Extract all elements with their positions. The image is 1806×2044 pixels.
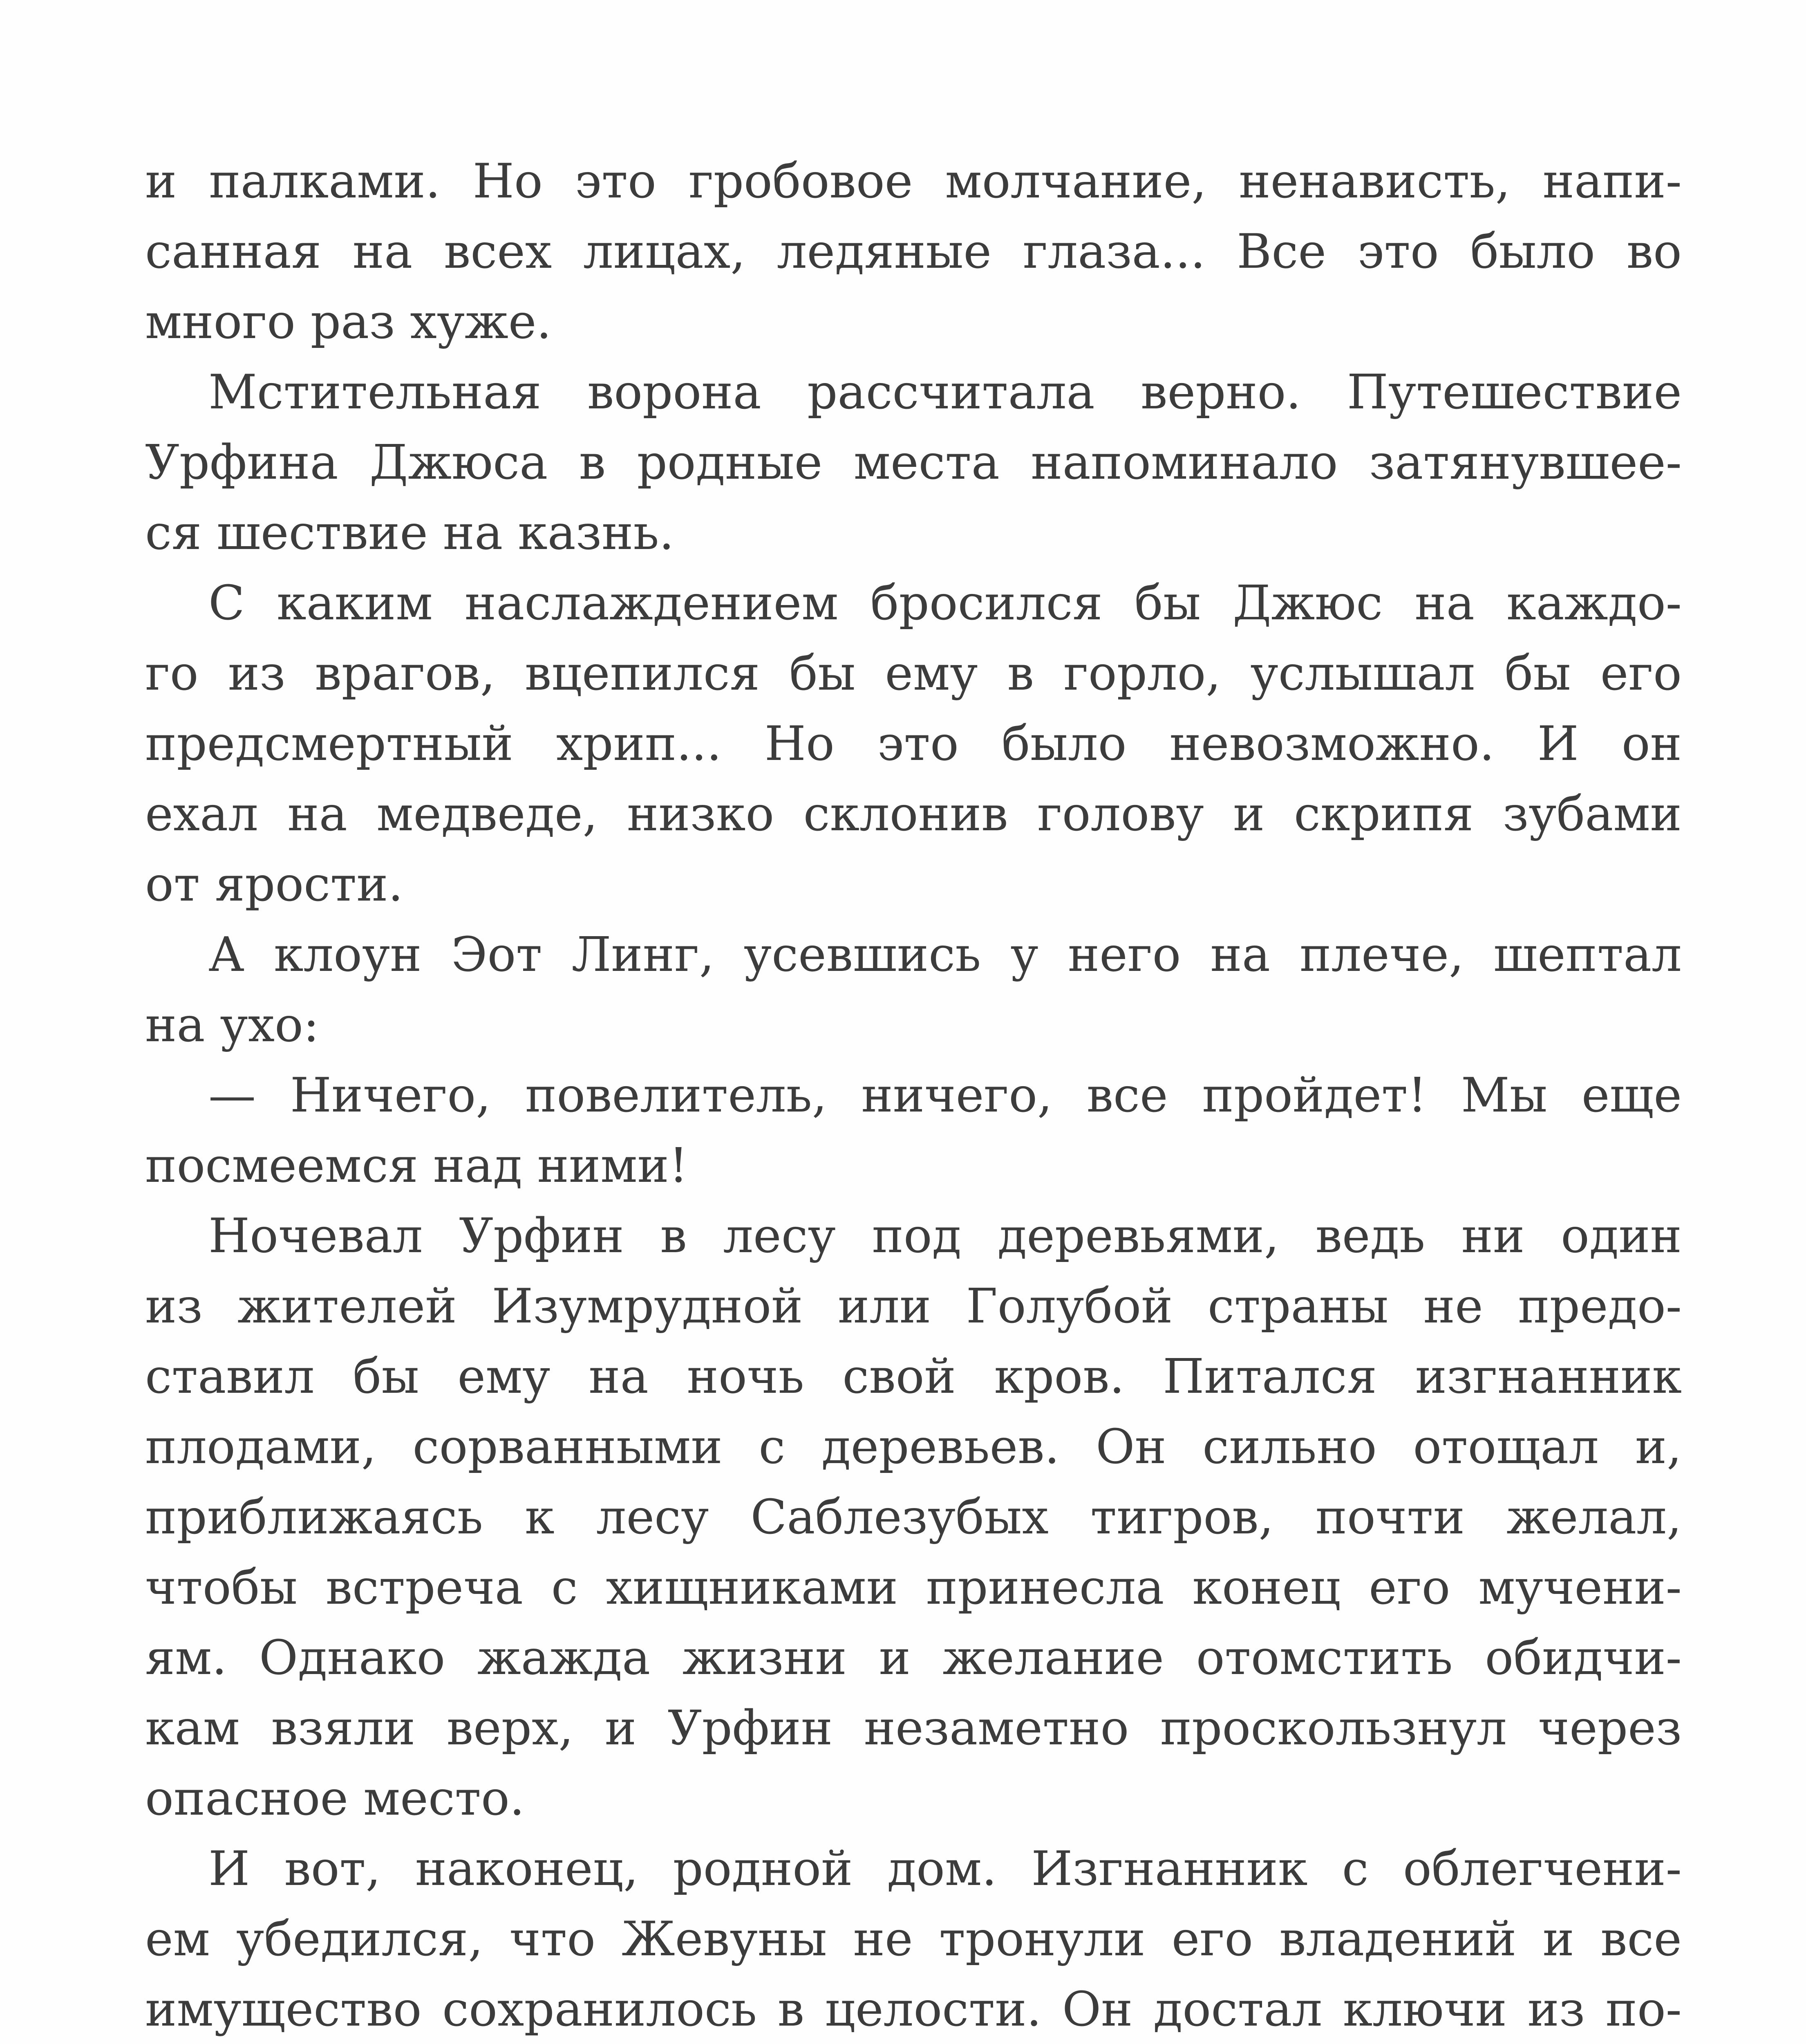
text-line: ставил бы ему на ночь свой кров. Питался изгнанник (145, 1349, 1682, 1404)
text-line: от ярости. (145, 857, 403, 912)
text-line: чтобы встреча с хищниками принесла конец его мучени- (145, 1560, 1682, 1615)
text-line: И вот, наконец, родной дом. Изгнанник с облегчени- (208, 1841, 1682, 1896)
page-text (145, 146, 1682, 2044)
text-line: приближаясь к лесу Саблезубых тигров, почти желал, (145, 1490, 1682, 1545)
text-line: ем убедился, что Жевуны не тронули его владений и все (145, 1912, 1682, 1967)
text-line: ся шествие на казнь. (145, 505, 674, 560)
text-line: много раз хуже. (145, 294, 552, 350)
text-line: ям. Однако жажда жизни и желание отомстить обидчи- (145, 1630, 1682, 1685)
text-line: — Ничего, повелитель, ничего, все пройдет! Мы еще (208, 1068, 1682, 1123)
text-line: кам взяли верх, и Урфин незаметно проскользнул через (145, 1701, 1682, 1756)
text-line: и палками. Но это гробовое молчание, ненависть, напи- (145, 154, 1682, 209)
text-line: го из врагов, вцепился бы ему в горло, услышал бы его (145, 646, 1682, 701)
text-line: опасное место. (145, 1771, 525, 1826)
text-line: Ночевал Урфин в лесу под деревьями, ведь ни один (208, 1208, 1682, 1264)
text-line: Урфина Джюса в родные места напоминало затянувшее- (145, 435, 1682, 490)
text-line: санная на всех лицах, ледяные глаза... Все это было во (145, 224, 1682, 279)
text-line: имущество сохранилось в целости. Он достал ключи из по- (145, 1982, 1682, 2037)
text-line: Мстительная ворона рассчитала верно. Путешествие (208, 365, 1682, 420)
text-line: плодами, сорванными с деревьев. Он сильно отощал и, (145, 1419, 1682, 1475)
text-line: ехал на медведе, низко склонив голову и скрипя зубами (145, 787, 1682, 842)
text-line: на ухо: (145, 997, 319, 1053)
text-line: А клоун Эот Линг, усевшись у него на плече, шептал (208, 927, 1682, 982)
text-line: предсмертный хрип... Но это было невозможно. И он (145, 716, 1682, 771)
text-line: посмеемся над ними! (145, 1138, 688, 1193)
text-line: из жителей Изумрудной или Голубой страны не предо- (145, 1279, 1682, 1334)
text-line: С каким наслаждением бросился бы Джюс на каждо- (208, 576, 1682, 631)
